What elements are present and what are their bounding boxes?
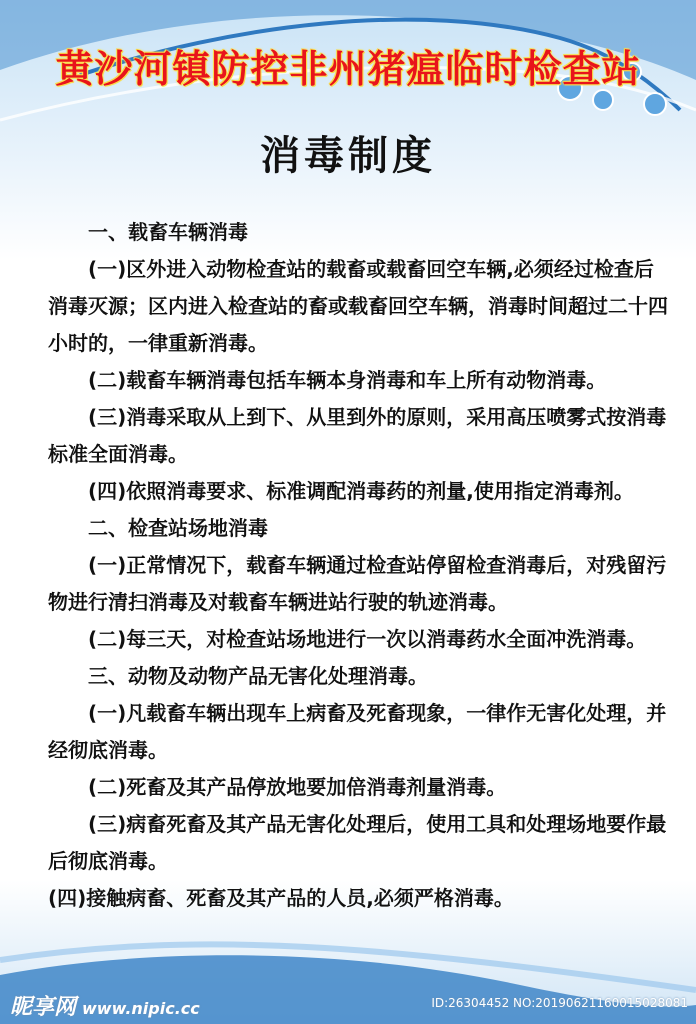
regulation-item: (一)凡载畜车辆出现车上病畜及死畜现象，一律作无害化处理，并经彻底消毒。 (48, 701, 667, 762)
bubble (644, 93, 666, 115)
bubble (593, 90, 613, 110)
watermark-id: ID:26304452 NO:20190621160015028081 (431, 996, 688, 1010)
watermark (10, 990, 200, 1021)
regulation-text (48, 214, 668, 917)
poster-subtitle: 消毒制度 (260, 133, 436, 179)
section-heading: 一、载畜车辆消毒 (88, 220, 248, 244)
section-heading: 三、动物及动物产品无害化处理消毒。 (88, 664, 428, 688)
regulation-item: (二)载畜车辆消毒包括车辆本身消毒和车上所有动物消毒。 (88, 368, 607, 392)
watermark-site: www.nipic.cc (82, 999, 200, 1018)
poster-title: 黄沙河镇防控非州猪瘟临时检查站 (55, 47, 641, 91)
regulation-item: (三)病畜死畜及其产品无害化处理后，使用工具和处理场地要作最后彻底消毒。 (48, 812, 667, 873)
regulation-item: (三)消毒采取从上到下、从里到外的原则，采用高压喷雾式按消毒标准全面消毒。 (48, 405, 667, 466)
regulation-item: (二)死畜及其产品停放地要加倍消毒剂量消毒。 (88, 775, 507, 799)
regulation-item: (一)区外进入动物检查站的载畜或载畜回空车辆,必须经过检查后消毒灭源；区内进入检查站的畜或载畜回空车辆，消毒时间超过二十四小时的，一律重新消毒。 (48, 257, 668, 355)
regulation-item: (一)正常情况下，载畜车辆通过检查站停留检查消毒后，对残留污物进行清扫消毒及对载畜车辆进站行驶的轨迹消毒。 (48, 553, 667, 614)
section-heading: 二、检查站场地消毒 (88, 516, 268, 540)
regulation-item: (四)依照消毒要求、标准调配消毒药的剂量,使用指定消毒剂。 (88, 479, 634, 503)
watermark-logo: 昵享网 (10, 995, 77, 1020)
regulation-item: (四)接触病畜、死畜及其产品的人员,必须严格消毒。 (48, 886, 514, 910)
regulation-item: (二)每三天，对检查站场地进行一次以消毒药水全面冲洗消毒。 (88, 627, 647, 651)
